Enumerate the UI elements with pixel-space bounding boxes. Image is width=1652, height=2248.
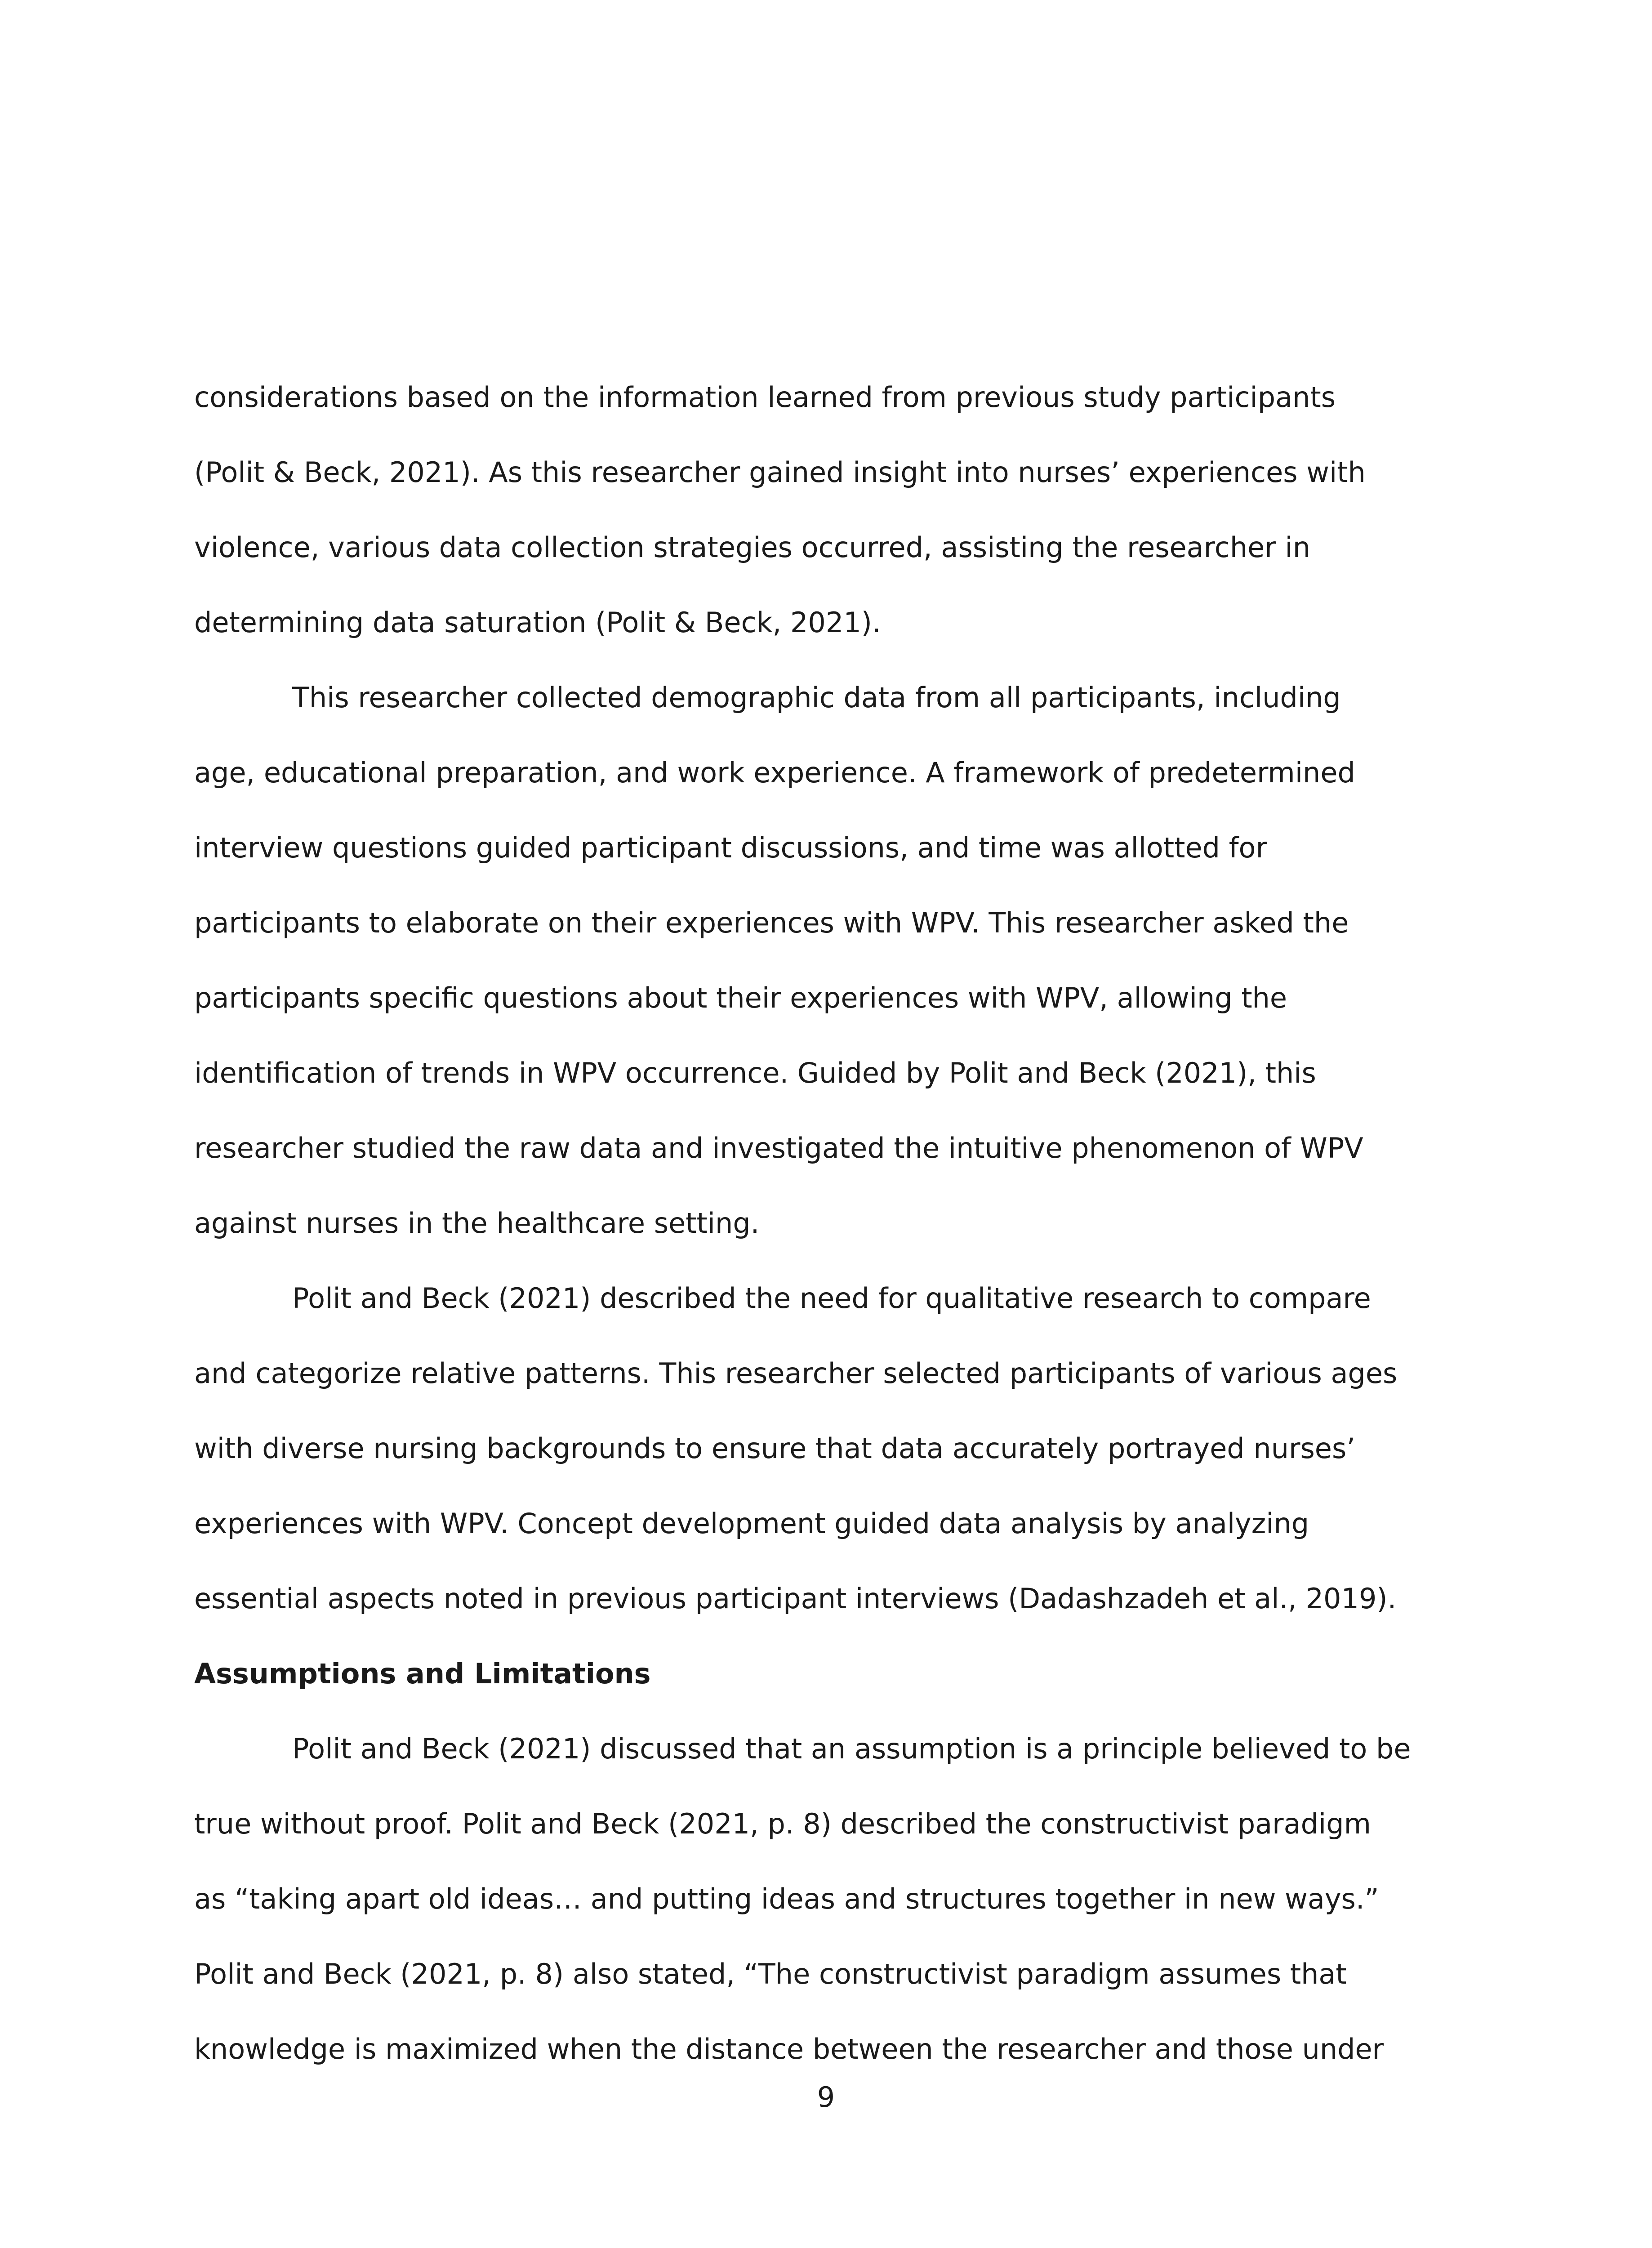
text-line: participants to elaborate on their experiences with WPV. This researcher asked the	[194, 906, 1349, 939]
paragraph-3	[194, 1261, 1462, 1636]
text-line: against nurses in the healthcare setting.	[194, 1207, 760, 1240]
text-line: violence, various data collection strategies occurred, assisting the researcher in	[194, 531, 1311, 564]
text-line: identification of trends in WPV occurrence. Guided by Polit and Beck (2021), this	[194, 1057, 1316, 1089]
text-line: knowledge is maximized when the distance between the researcher and those under	[194, 2033, 1384, 2065]
text-line: essential aspects noted in previous participant interviews (Dadashzadeh et al., 2019).	[194, 1582, 1397, 1615]
text-line: participants specific questions about their experiences with WPV, allowing the	[194, 981, 1287, 1014]
text-line: age, educational preparation, and work experience. A framework of predetermined	[194, 756, 1355, 789]
body-text	[194, 360, 1462, 2087]
text-line: (Polit & Beck, 2021). As this researcher gained insight into nurses’ experiences with	[194, 456, 1366, 489]
text-line: This researcher collected demographic data from all participants, including	[292, 681, 1341, 714]
paragraph-4	[194, 1711, 1462, 2087]
text-line: as “taking apart old ideas… and putting ideas and structures together in new ways.”	[194, 1882, 1379, 1915]
text-line: Polit and Beck (2021) described the need for qualitative research to compare	[292, 1282, 1371, 1315]
text-line: Polit and Beck (2021) discussed that an assumption is a principle believed to be	[292, 1732, 1411, 1765]
text-line: Polit and Beck (2021, p. 8) also stated, “The constructivist paradigm assumes that	[194, 1958, 1347, 1990]
paragraph-1	[194, 360, 1462, 660]
text-line: considerations based on the information learned from previous study participants	[194, 381, 1336, 414]
text-line: interview questions guided participant discussions, and time was allotted for	[194, 831, 1267, 864]
text-line: and categorize relative patterns. This researcher selected participants of various ages	[194, 1357, 1398, 1390]
section-heading: Assumptions and Limitations	[194, 1657, 651, 1690]
page-number: 9	[817, 2081, 835, 2114]
text-line: experiences with WPV. Concept development guided data analysis by analyzing	[194, 1507, 1309, 1540]
paragraph-2	[194, 660, 1462, 1261]
text-line: true without proof. Polit and Beck (2021, p. 8) described the constructivist paradigm	[194, 1807, 1371, 1840]
text-line: determining data saturation (Polit & Beck, 2021).	[194, 606, 881, 639]
text-line: with diverse nursing backgrounds to ensure that data accurately portrayed nurses’	[194, 1432, 1355, 1465]
text-line: researcher studied the raw data and investigated the intuitive phenomenon of WPV	[194, 1132, 1363, 1164]
